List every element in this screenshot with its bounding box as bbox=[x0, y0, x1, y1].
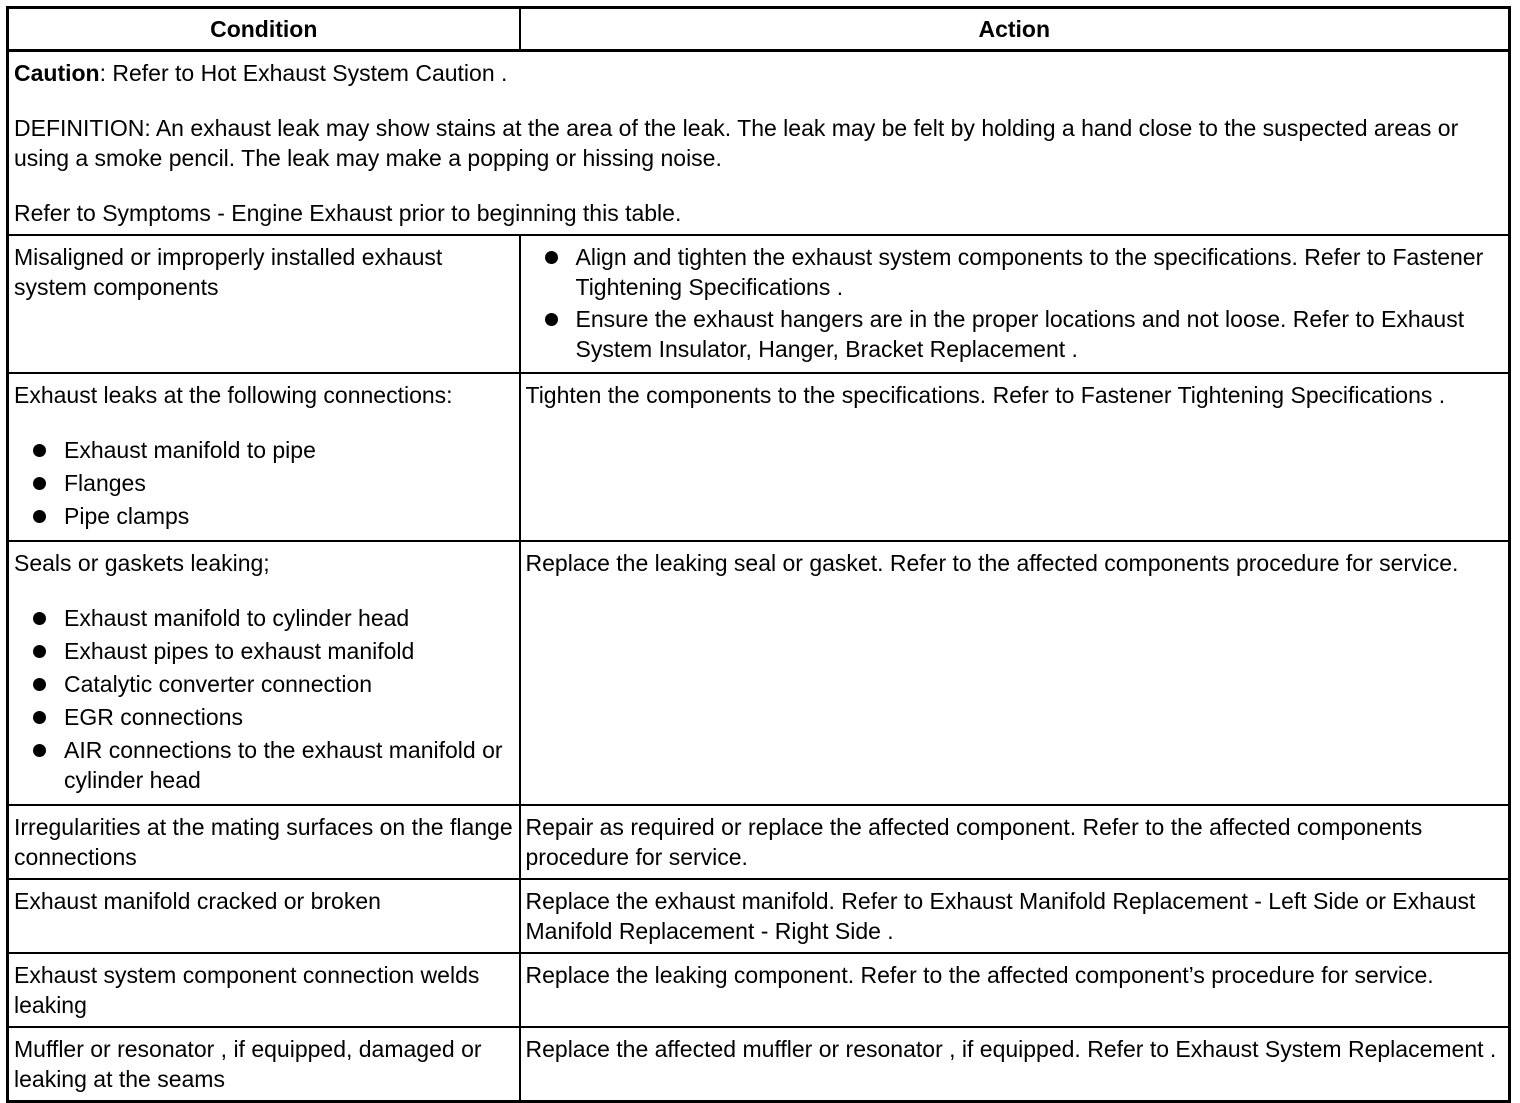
condition-bullet-item bbox=[14, 636, 515, 666]
condition-text: Misaligned or improperly installed exhaust system components bbox=[14, 244, 443, 300]
condition-text: Muffler or resonator , if equipped, damaged or leaking at the seams bbox=[14, 1036, 482, 1092]
condition-bullet-list bbox=[14, 603, 515, 795]
condition-text: Exhaust system component connection welds leaking bbox=[14, 962, 480, 1018]
action-cell bbox=[520, 805, 1510, 879]
action-cell bbox=[520, 879, 1510, 953]
bullet-icon bbox=[33, 678, 46, 691]
refer-text: Refer to Symptoms - Engine Exhaust prior to beginning this table. bbox=[14, 200, 682, 226]
bullet-icon bbox=[545, 313, 558, 326]
definition-text: DEFINITION: An exhaust leak may show stains at the area of the leak. The leak may be felt by holding a hand close to the suspected areas or using a smoke pencil. The leak may make a popping or hissing noise. bbox=[14, 115, 1459, 171]
condition-text: Irregularities at the mating surfaces on the flange connections bbox=[14, 814, 513, 870]
condition-cell bbox=[8, 805, 520, 879]
condition-cell bbox=[8, 953, 520, 1027]
bullet-icon bbox=[33, 645, 46, 658]
action-bullet-list bbox=[526, 242, 1505, 364]
caution-label: Caution bbox=[14, 60, 100, 86]
table-row bbox=[8, 1027, 1510, 1102]
condition-cell bbox=[8, 541, 520, 805]
table-row bbox=[8, 541, 1510, 805]
action-bullet-text: Ensure the exhaust hangers are in the proper locations and not loose. Refer to Exhaust System Insulator, Hanger, Bracket Replacement . bbox=[575, 306, 1465, 362]
bullet-icon bbox=[545, 251, 558, 264]
bullet-icon bbox=[33, 477, 46, 490]
action-text: Repair as required or replace the affected component. Refer to the affected components procedure for service. bbox=[525, 814, 1423, 870]
action-cell bbox=[520, 953, 1510, 1027]
condition-bullet-item bbox=[14, 501, 515, 531]
condition-bullet-item bbox=[14, 702, 515, 732]
action-text: Replace the exhaust manifold. Refer to Exhaust Manifold Replacement - Left Side or Exhaust Manifold Replacement - Right Side . bbox=[525, 888, 1476, 944]
condition-bullet-item bbox=[14, 735, 515, 795]
condition-bullet-text: AIR connections to the exhaust manifold or cylinder head bbox=[64, 737, 503, 793]
condition-cell bbox=[8, 235, 520, 373]
intro-row bbox=[8, 51, 1510, 236]
table-row bbox=[8, 953, 1510, 1027]
condition-bullet-text: Exhaust manifold to cylinder head bbox=[64, 605, 410, 631]
action-header: Action bbox=[520, 8, 1510, 51]
condition-text: Seals or gaskets leaking; bbox=[14, 550, 270, 576]
condition-bullet-item bbox=[14, 603, 515, 633]
action-text: Replace the affected muffler or resonator , if equipped. Refer to Exhaust System Replacement . bbox=[525, 1036, 1497, 1062]
table-row bbox=[8, 805, 1510, 879]
condition-bullet-text: Catalytic converter connection bbox=[64, 671, 373, 697]
condition-bullet-text: Exhaust manifold to pipe bbox=[64, 437, 316, 463]
action-text: Replace the leaking component. Refer to the affected component’s procedure for service. bbox=[525, 962, 1434, 988]
action-cell bbox=[520, 541, 1510, 805]
condition-bullet-text: EGR connections bbox=[64, 704, 243, 730]
diagnostic-table bbox=[6, 6, 1511, 1103]
condition-bullet-text: Flanges bbox=[64, 470, 146, 496]
action-cell bbox=[520, 373, 1510, 541]
table-row bbox=[8, 235, 1510, 373]
bullet-icon bbox=[33, 711, 46, 724]
action-bullet-item bbox=[526, 242, 1505, 302]
bullet-icon bbox=[33, 612, 46, 625]
action-bullet-item bbox=[526, 304, 1505, 364]
bullet-icon bbox=[33, 510, 46, 523]
condition-bullet-list bbox=[14, 435, 515, 531]
condition-bullet-text: Pipe clamps bbox=[64, 503, 190, 529]
table-row bbox=[8, 373, 1510, 541]
condition-header: Condition bbox=[8, 8, 520, 51]
table-row bbox=[8, 879, 1510, 953]
condition-text: Exhaust manifold cracked or broken bbox=[14, 888, 381, 914]
action-text: Replace the leaking seal or gasket. Refer to the affected components procedure for service. bbox=[525, 550, 1459, 576]
action-bullet-text: Align and tighten the exhaust system components to the specifications. Refer to Fastener Tightening Specifications . bbox=[575, 244, 1484, 300]
condition-bullet-item bbox=[14, 669, 515, 699]
caution-line bbox=[14, 58, 1504, 88]
bullet-icon bbox=[33, 744, 46, 757]
header-row bbox=[8, 8, 1510, 51]
condition-cell bbox=[8, 879, 520, 953]
action-text: Tighten the components to the specifications. Refer to Fastener Tightening Specifications . bbox=[525, 382, 1446, 408]
action-cell bbox=[520, 1027, 1510, 1102]
caution-text: : Refer to Hot Exhaust System Caution . bbox=[99, 60, 508, 86]
condition-cell bbox=[8, 1027, 520, 1102]
condition-text: Exhaust leaks at the following connections: bbox=[14, 382, 453, 408]
condition-bullet-text: Exhaust pipes to exhaust manifold bbox=[64, 638, 415, 664]
condition-bullet-item bbox=[14, 468, 515, 498]
intro-cell bbox=[8, 51, 1510, 236]
condition-cell bbox=[8, 373, 520, 541]
condition-bullet-item bbox=[14, 435, 515, 465]
bullet-icon bbox=[33, 444, 46, 457]
action-cell bbox=[520, 235, 1510, 373]
